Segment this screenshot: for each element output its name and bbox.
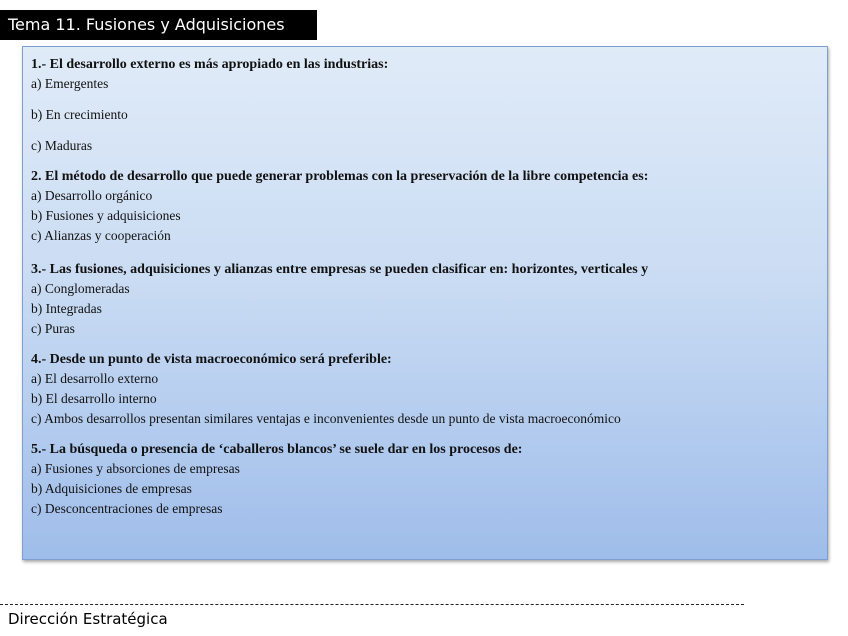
- question-4-title: 4.- Desde un punto de vista macroeconómico será preferible:: [31, 352, 392, 367]
- question-5-option-a: a) Fusiones y absorciones de empresas: [31, 461, 240, 476]
- question-2-title: 2. El método de desarrollo que puede generar problemas con la preservación de la libre competencia es:: [31, 169, 649, 184]
- question-2-option-a: a) Desarrollo orgánico: [31, 188, 153, 203]
- question-4: [31, 350, 621, 429]
- question-2-option-b: b) Fusiones y adquisiciones: [31, 208, 181, 223]
- question-5-option-c: c) Desconcentraciones de empresas: [31, 501, 223, 516]
- question-2: [31, 167, 648, 246]
- question-1-option-b: b) En crecimiento: [31, 107, 128, 122]
- question-1-title: 1.- El desarrollo externo es más apropiado en las industrias:: [31, 57, 389, 72]
- question-3-title: 3.- Las fusiones, adquisiciones y alianzas entre empresas se pueden clasificar en: horizontes, verticales y: [31, 262, 649, 277]
- question-3-option-a: a) Conglomeradas: [31, 281, 130, 296]
- question-1: [31, 55, 388, 156]
- slide-title: Tema 11. Fusiones y Adquisiciones: [0, 10, 317, 40]
- question-4-option-c: c) Ambos desarrollos presentan similares ventajas e inconvenientes desde un punto de vista macroeconómico: [31, 411, 621, 426]
- question-1-option-c: c) Maduras: [31, 138, 93, 153]
- question-4-option-a: a) El desarrollo externo: [31, 371, 159, 386]
- footer-divider: [0, 604, 744, 605]
- quiz-panel: [22, 46, 828, 560]
- question-5-option-b: b) Adquisiciones de empresas: [31, 481, 192, 496]
- question-3-option-c: c) Puras: [31, 321, 75, 336]
- question-3: [31, 260, 648, 339]
- question-5: [31, 440, 522, 519]
- question-4-option-b: b) El desarrollo interno: [31, 391, 157, 406]
- question-2-option-c: c) Alianzas y cooperación: [31, 228, 171, 243]
- footer-course-name: Dirección Estratégica: [8, 610, 168, 628]
- question-1-option-a: a) Emergentes: [31, 76, 109, 91]
- question-3-option-b: b) Integradas: [31, 301, 102, 316]
- question-5-title: 5.- La búsqueda o presencia de ‘caballeros blancos’ se suele dar en los procesos de:: [31, 442, 523, 457]
